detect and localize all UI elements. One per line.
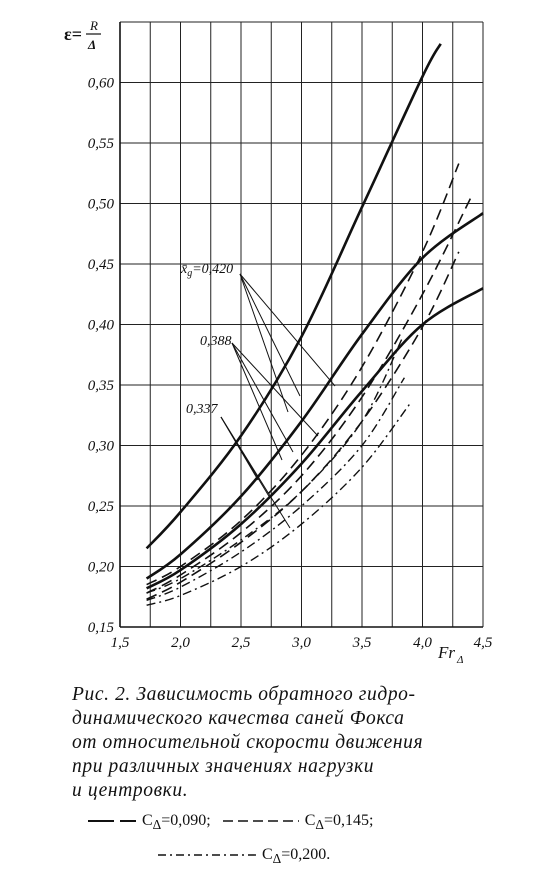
caption-line: динамического качества саней Фокса: [72, 708, 405, 729]
legend-dashed-label: $C_\Delta=0,145$;: [304, 812, 374, 833]
x-tick-label: 2,5: [231, 635, 251, 651]
y-tick-label: 0,55: [87, 136, 114, 152]
grid: [120, 22, 483, 627]
y-tick-label: 0,40: [87, 317, 114, 334]
svg-text:Δ: Δ: [457, 654, 464, 666]
annotation-0388: 0,388: [200, 334, 232, 349]
svg-text:R: R: [90, 18, 98, 33]
annotation-pointer: [240, 274, 335, 386]
annotation-pointer: [240, 274, 300, 396]
annotation-pointer: [232, 343, 282, 460]
annotation-pointer: [232, 343, 318, 436]
y-tick-label: 0,35: [87, 378, 114, 394]
caption-line: при различных значениях нагрузки: [72, 756, 375, 777]
x-tick-label: 4,5: [473, 635, 493, 651]
y-tick-label: 0,15: [87, 620, 114, 636]
x-tick-label: 2,0: [171, 635, 190, 651]
x-tick-label: 3,5: [352, 635, 372, 651]
legend-row-1: [88, 812, 373, 833]
x-tick-label: 4,0: [413, 635, 432, 651]
y-tick-label: 0,45: [87, 257, 114, 273]
caption-line: от относительной скорости движения: [72, 732, 424, 753]
tick-labels: [88, 76, 493, 652]
y-axis-label: [64, 18, 101, 52]
legend-dashdot-label: $C_\Delta=0,200$.: [262, 846, 331, 867]
y-tick-label: 0,30: [87, 438, 114, 455]
x-tick-label: 1,5: [110, 635, 130, 651]
svg-text:Δ: Δ: [88, 37, 97, 52]
svg-text:Fr: Fr: [438, 643, 455, 662]
y-tick-label: 0,25: [87, 499, 114, 515]
annotation-0337: 0,337: [186, 402, 218, 417]
y-tick-label: 0,20: [87, 559, 114, 576]
svg-text:ε=: ε=: [64, 24, 82, 44]
legend-dashdot-sample: [158, 850, 258, 860]
annotation-xg-0420: [180, 262, 233, 279]
x-axis-label: [437, 643, 463, 666]
annotation-pointer: [221, 417, 258, 480]
legend-dashed-sample: [223, 816, 301, 826]
legend-row-2: [158, 846, 330, 867]
series-line-dashed: [147, 252, 459, 599]
legend-solid-sample: [88, 816, 138, 826]
y-tick-label: 0,60: [87, 75, 114, 92]
x-tick-label: 3,0: [292, 635, 311, 651]
legend-solid-label: $C_\Delta=0,090$;: [142, 812, 211, 833]
annotation-pointer: [240, 274, 288, 412]
caption-line: и центровки.: [72, 780, 189, 801]
caption-line: Рис. 2. Зависимость обратного гидро-: [72, 684, 416, 705]
figure-caption: [72, 683, 517, 803]
series-line-dashed: [147, 164, 459, 585]
svg-text:x̄g=0,420: $x̄_g=0,420$: [181, 262, 234, 279]
y-tick-label: 0,50: [87, 196, 114, 213]
